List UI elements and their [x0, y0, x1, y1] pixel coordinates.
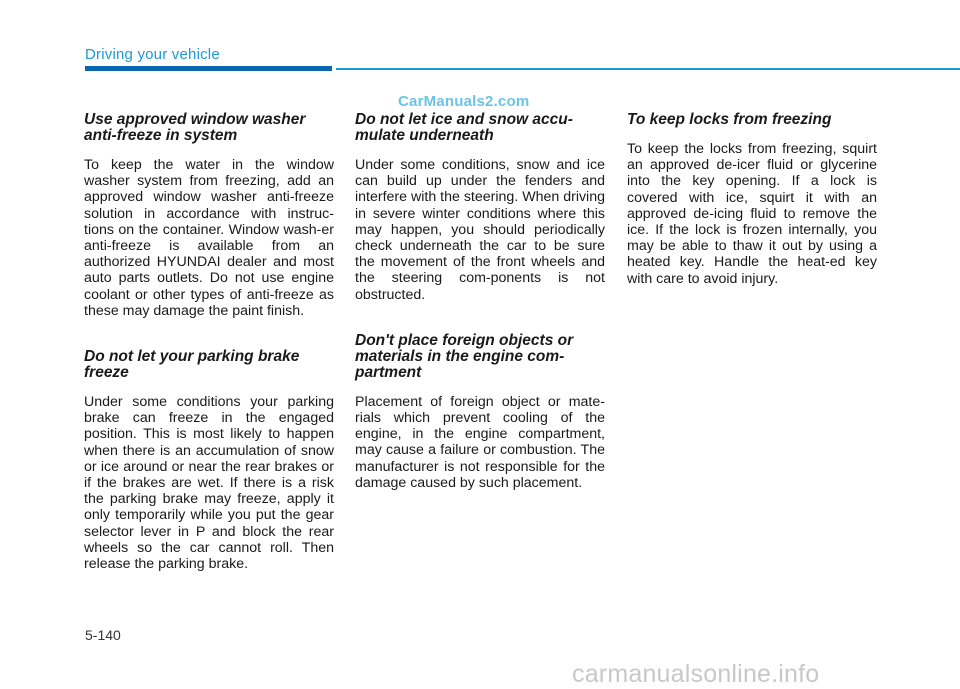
page-number: 5-140 — [85, 627, 121, 643]
section-heading: Use approved window washer anti-freeze in system — [84, 111, 306, 144]
section-body: Placement of foreign object or mate-rials which prevent cooling of the engine, in the engine compartment, may cause a failure or combustion. The manufacturer is not responsible for the damage caused by such placement. — [355, 393, 605, 491]
section-parking-brake — [84, 349, 334, 572]
section-body: To keep the water in the window washer system from freezing, add an approved window washer anti-freeze solution in accordance with instruc-tions on the container. Window wash-er anti-freeze is available from an authorized HYUNDAI dealer and most auto parts outlets. Do not use engine coolant or other types of anti-freeze as these may damage the paint finish. — [84, 157, 334, 319]
section-heading: To keep locks from freezing — [627, 111, 832, 128]
column-3 — [627, 112, 877, 317]
section-locks-freezing — [627, 112, 877, 287]
section-header-title: Driving your vehicle — [85, 46, 220, 63]
section-body: Under some conditions, snow and ice can build up under the fenders and interfere with the steering. When driving in severe winter conditions where this may happen, you should periodically check underneath the car to be sure the movement of the front wheels and the steering com-ponents is not obstructed. — [355, 157, 605, 303]
section-washer-antifreeze — [84, 112, 334, 319]
section-ice-snow — [355, 112, 605, 303]
watermark-top: CarManuals2.com — [398, 93, 530, 110]
section-body: To keep the locks from freezing, squirt an approved de-icer fluid or glycerine into the key opening. If a lock is covered with ice, squirt it with an approved de-icing fluid to remove the ice. If the lock is frozen internally, you may be able to thaw it out by using a heated key. Handle the heat-ed key with care to avoid injury. — [627, 141, 877, 287]
column-1 — [84, 112, 334, 602]
section-heading: Do not let ice and snow accu-mulate underneath — [355, 111, 573, 144]
section-body: Under some conditions your parking brake can freeze in the engaged position. This is most likely to happen when there is an accumulation of snow or ice around or near the rear brakes or if the brakes are wet. If there is a risk the parking brake may freeze, apply it only temporarily while you put the gear selector lever in P and block the rear wheels so the car cannot roll. Then release the parking brake. — [84, 394, 334, 573]
header-rule-thick — [85, 66, 332, 71]
watermark-bottom: carmanualsonline.info — [572, 660, 820, 688]
section-heading: Don't place foreign objects or materials in the engine com-partment — [355, 331, 574, 381]
header-rule-thin — [336, 68, 960, 70]
section-foreign-objects — [355, 333, 605, 491]
column-2 — [355, 112, 605, 521]
section-heading: Do not let your parking brake freeze — [84, 348, 300, 382]
